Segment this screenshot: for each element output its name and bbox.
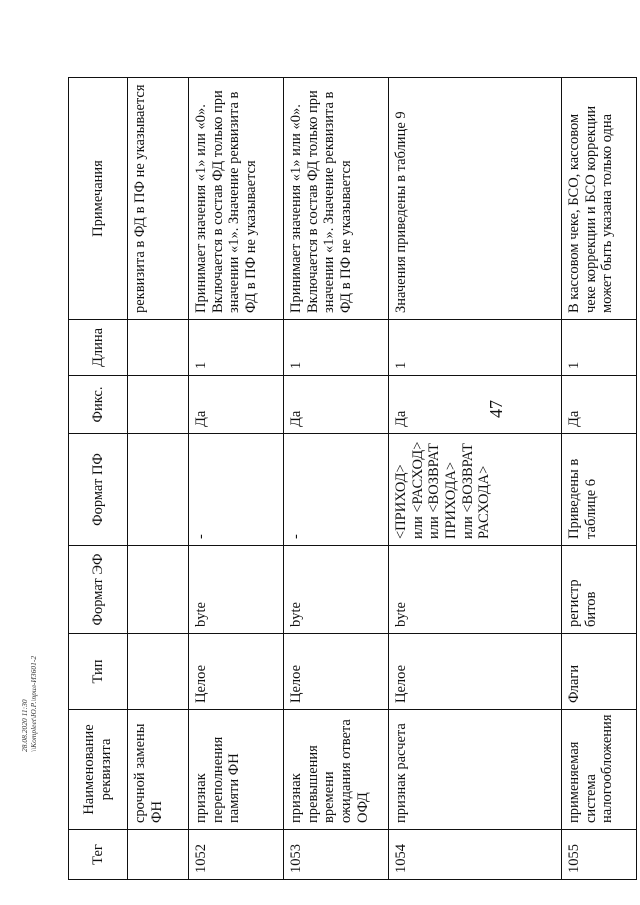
cell-length: 1 [189, 320, 284, 376]
cell-tag: 1053 [284, 830, 389, 880]
cell-name: признак переполнения памяти ФН [189, 710, 284, 830]
cell-length: 1 [389, 320, 562, 376]
cell-format-ef [128, 546, 189, 634]
cell-format-pf: - [284, 434, 389, 546]
cell-type: Целое [189, 634, 284, 710]
header-fixed: Фикс. [69, 376, 128, 434]
header-type: Тип [69, 634, 128, 710]
cell-note: В кассовом чеке, БСО, кассовом чеке коррекции и БСО коррекции может быть указана только одна [562, 78, 637, 320]
page-number: 47 [486, 400, 506, 418]
cell-format-ef: byte [284, 546, 389, 634]
cell-note: реквизита в ФД в ПФ не указывается [128, 78, 189, 320]
cell-tag: 1052 [189, 830, 284, 880]
header-notes: Примечания [69, 78, 128, 320]
cell-type [128, 634, 189, 710]
cell-note: Значения приведены в таблице 9 [389, 78, 562, 320]
cell-type: Целое [389, 634, 562, 710]
cell-type: Целое [284, 634, 389, 710]
cell-format-ef: byte [389, 546, 562, 634]
cell-name: применяемая система налогообложения [562, 710, 637, 830]
cell-note: Принимает значения «1» или «0». Включается в состав ФД только при значении «1». Значение реквизита в ФД в ПФ не указывается [284, 78, 389, 320]
cell-format-ef: byte [189, 546, 284, 634]
cell-name: признак превышения времени ожидания ответа ОФД [284, 710, 389, 830]
table-row [189, 78, 284, 880]
rotated-page-content [68, 78, 616, 880]
cell-format-pf: - [189, 434, 284, 546]
header-format-ef: Формат ЭФ [69, 546, 128, 634]
cell-format-pf: <ПРИХОД> или <РАСХОД> или <ВОЗВРАТ ПРИХОДА> или <ВОЗВРАТ РАСХОДА> [389, 434, 562, 546]
cell-format-ef: регистр битов [562, 546, 637, 634]
header-length: Длина [69, 320, 128, 376]
cell-length: 1 [562, 320, 637, 376]
requisites-table [68, 77, 637, 880]
cell-name: признак расчета [389, 710, 562, 830]
cell-name: срочной замены ФН [128, 710, 189, 830]
table-header-row [69, 78, 128, 880]
cell-format-pf: Приведены в таблице 6 [562, 434, 637, 546]
header-format-pf: Формат ПФ [69, 434, 128, 546]
header-name: Наименование реквизита [69, 710, 128, 830]
cell-tag: 1054 [389, 830, 562, 880]
file-stamp-path: \\Kompleet\Ю.Р.\прил-И3601-2 [29, 655, 38, 752]
cell-note: Принимает значения «1» или «0». Включается в состав ФД только при значении «1». Значение реквизита в ФД в ПФ не указывается [189, 78, 284, 320]
cell-length [128, 320, 189, 376]
cell-fixed: Да [562, 376, 637, 434]
table-row [389, 78, 562, 880]
cell-format-pf [128, 434, 189, 546]
table-row [284, 78, 389, 880]
table-row [128, 78, 189, 880]
cell-tag: 1055 [562, 830, 637, 880]
cell-type: Флаги [562, 634, 637, 710]
cell-fixed: Да [389, 376, 562, 434]
cell-fixed: Да [284, 376, 389, 434]
cell-tag [128, 830, 189, 880]
file-stamp [20, 632, 38, 752]
table-row [562, 78, 637, 880]
header-tag: Тег [69, 830, 128, 880]
cell-fixed: Да [189, 376, 284, 434]
cell-fixed [128, 376, 189, 434]
cell-length: 1 [284, 320, 389, 376]
file-stamp-date: 28.08.2020 11:30 [20, 699, 29, 752]
